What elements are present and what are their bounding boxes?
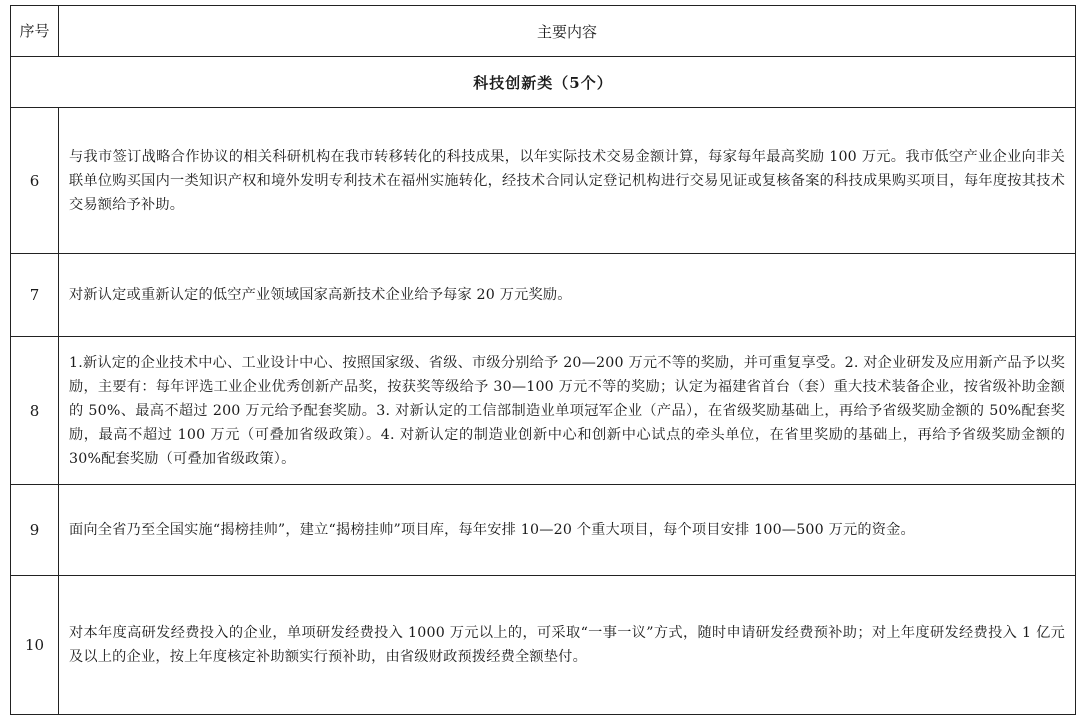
row-content: 1.新认定的企业技术中心、工业设计中心、按照国家级、省级、市级分别给予 20—200 万元不等的奖励，并可重复享受。2. 对企业研发及应用新产品予以奖励，主要有：每年评选工业企业优秀创新产品奖，按获奖等级给予 30—100 万元不等的奖励；认定为福建省首台（套）重大技术装备企业，按省级补助金额的 50%、最高不超过 200 万元给予配套奖励。3. 对新认定的工信部制造业单项冠军企业（产品），在省级奖励基础上，再给予省级奖励金额的 50%配套奖励，最高不超过 100 万元（可叠加省级政策）。4. 对新认定的制造业创新中心和创新中心试点的牵头单位，在省里奖励的基础上，再给予省级奖励金额的 30%配套奖励（可叠加省级政策）。 (59, 337, 1076, 485)
table-row (11, 576, 1076, 715)
row-content: 对本年度高研发经费投入的企业，单项研发经费投入 1000 万元以上的，可采取“一事一议”方式，随时申请研发经费预补助；对上年度研发经费投入 1 亿元及以上的企业，按上年度核定补助额实行预补助，由省级财政预拨经费全额垫付。 (59, 576, 1076, 715)
row-number: 9 (11, 485, 59, 576)
table-row (11, 254, 1076, 337)
table-header-row (11, 6, 1076, 57)
section-title: 科技创新类（5个） (11, 57, 1076, 108)
row-number: 8 (11, 337, 59, 485)
row-number: 10 (11, 576, 59, 715)
row-content: 对新认定或重新认定的低空产业领域国家高新技术企业给予每家 20 万元奖励。 (59, 254, 1076, 337)
table-row (11, 337, 1076, 485)
row-number: 6 (11, 108, 59, 254)
row-content: 与我市签订战略合作协议的相关科研机构在我市转移转化的科技成果，以年实际技术交易金额计算，每家每年最高奖励 100 万元。我市低空产业企业向非关联单位购买国内一类知识产权和境外发明专利技术在福州实施转化，经技术合同认定登记机构进行交易见证或复核备案的科技成果购买项目，每年度按其技术交易额给予补助。 (59, 108, 1076, 254)
table-row (11, 485, 1076, 576)
header-content: 主要内容 (59, 6, 1076, 57)
section-row (11, 57, 1076, 108)
header-no: 序号 (11, 6, 59, 57)
row-content: 面向全省乃至全国实施“揭榜挂帅”，建立“揭榜挂帅”项目库，每年安排 10—20 个重大项目，每个项目安排 100—500 万元的资金。 (59, 485, 1076, 576)
policy-table (10, 5, 1076, 715)
table-row (11, 108, 1076, 254)
row-number: 7 (11, 254, 59, 337)
